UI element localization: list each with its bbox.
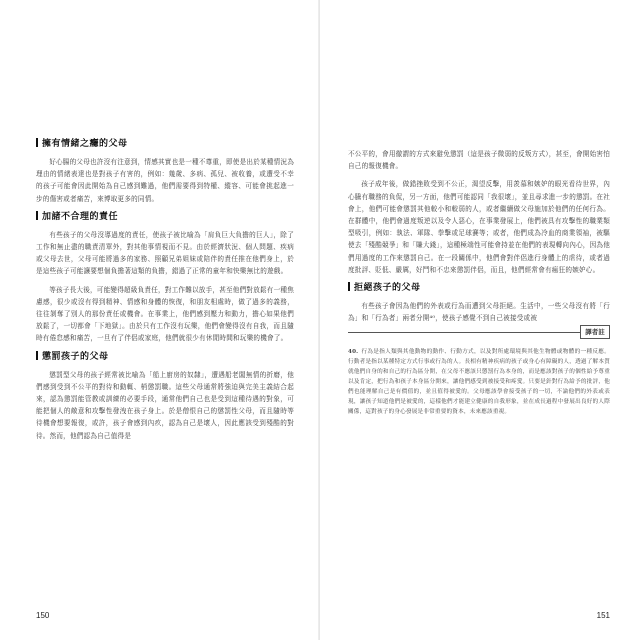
paragraph: 不公平的，會用徹謂的方式來避免懲罰（這是孩子微弱的反叛方式），甚至，會開始害怕自己的報復機會。 [348, 150, 610, 171]
paragraph: 好心腸的父母也許沒有注意到，情感其實也是一種不尊重，即使是出於某種情況為理由的情緒表達也是對孩子有害的，例如：幾歲、多病、孤兒、被收養，或遭受不幸的孩子可能會因此開始為自己感到難過，他們需要得到特權、縱容、可能會挑起進一步的傷害或者痛苦，來博取更多的同情。 [36, 158, 294, 203]
heading-bar [36, 351, 38, 360]
note-body [348, 347, 610, 417]
section-heading: 擁有情緒之癮的父母 [36, 138, 294, 150]
page-number: 150 [36, 611, 50, 620]
note-number: 40. [348, 349, 359, 356]
paragraph: 等孩子長大後，可能變得超級負責任，對工作難以放手，甚至他們對放鬆有一種焦慮感，很少或沒有得到精神、情感和身體的恢復，和朋友相處時，做了過多的義務，往往剝奪了別人的那份責任或機會。在事業上，他們感到壓力和動力，擔心如果他們放鬆了，一切都會「下地獄」。由於只有工作沒有玩樂，他們會變得沒有自我，而且隨時有倦怠感和痛苦，一旦有了伴侶或家庭，他們就很少有休閒時間和玩樂的機會了。 [36, 285, 294, 343]
paragraph: 孩子成年後，做錯挫敗受到不公正，渴望反擊，用羨慕和嫉妒的眼光看待世界，內心騰有職務的負侃，另一方面，他們可能認同「我很壞」，並且尋求進一步的懲罰。在社會上，他們可能會懲罰其他較小和較弱的人，或者繼續做父母施加於他們的任何行為。在群體中，他們會過度叛逆以及令人惡心，在事業發展上，他們被具有攻擊性的職業類型吸引，例如：執法、軍隊、拳擊或足球賽等；或者，他們成為冷血的商業領袖，被驅使去「殘酷競爭」和「賺大錢」，這種極端性可能會持並在他們的表現轉向內心，因為他們用過度的工作來懲罰自己。在一段關係中，他們會對伴侶進行身體上的虐待，或者過度批評、貶低、嚴厲，好鬥和不忠來懲罰伴侶，而且，他們經常會有瘋狂的嫉妒心。 [348, 180, 610, 274]
right-page [320, 0, 640, 640]
paragraph: 有些孩子的父母沒導過度的責任，使孩子被比喻為「肩負巨大負擔的巨人」，除了工作和無止盡的職責清單外，對其他事情視而不見。由於經濟狀況、個人問題、疾病或父母去世，父母可能將過多的家務、照顧兄弟姐妹或陪伴的責任推在他們身上，於是這些孩子可能讓要想個負擔著這類的負擔，錯過了正常的童年和快樂無比的遊戲。 [36, 230, 294, 276]
heading-bar [348, 282, 350, 291]
page-number: 151 [596, 611, 610, 620]
section-heading: 懲罰孩子的父母 [36, 351, 294, 363]
right-text-column [348, 148, 610, 417]
paragraph: 有些孩子會因為他們的外表或行為而遭到父母拒絕。生活中，一些父母沒有將「行為」和「行為者」兩者分開⁴⁰，使孩子感覺不到自己被接受或被 [348, 302, 610, 323]
translator-note [348, 328, 610, 417]
left-text-column [36, 136, 294, 448]
heading-bar [36, 138, 38, 147]
note-label: 譯者註 [580, 325, 610, 339]
paragraph: 懲罰型父母的孩子經常被比喻為「船上廚房的奴隸」，遭遇船老闆無情的折磨，他們感到受到不公平的對待和動輒、梢懲罰職。這些父母通常將強迫與完美主義結合起來，認為懲罰能管教或訓練的必要手段，通常他們自己也是受到這種待遇的對象，可能把個人的敵意和攻擊性發洩在孩子身上。於是僧恨自己的懲罰性父母，而且隨時等待機會想要報復，或許，孩子會感到內疚，認為自己是壞人，因此應該受到殘酷的對待。然而，他們認為自己值得是 [36, 370, 294, 440]
section-heading: 拒絕孩子的父母 [348, 282, 610, 294]
heading-bar [36, 211, 38, 220]
note-text: 行為是指人類與其他動物的動作、行動方式，以及對所處環境與其他生物體或物體的一種反應。行動者是指以某種特定方式行事或行為的人。長相有精神疾病的孩子或身心有障礙的人，透過了解本質就他們自身的和自己的行為區分開，在父母不應該只懲罰行為本身的，而是應該對孩子的個性給予尊重以及肯定，把行為和孩子本身區分開來，讓他們感受到被接受和疼愛。只要是針對行為給予的批評，他們也能理解自己是有價值的，並且值得被愛的。父母應該學會接受孩子的一切，不論他們的外表或表現，讓孩子知道他們是被愛的，這樣他們才能建立健康的自我形象，並在成長過程中發展出良好的人際關係，這對孩子的身心發展是非常重要的資本，未來應該重視。 [348, 349, 610, 416]
section-heading: 加諸不合理的責任 [36, 211, 294, 223]
